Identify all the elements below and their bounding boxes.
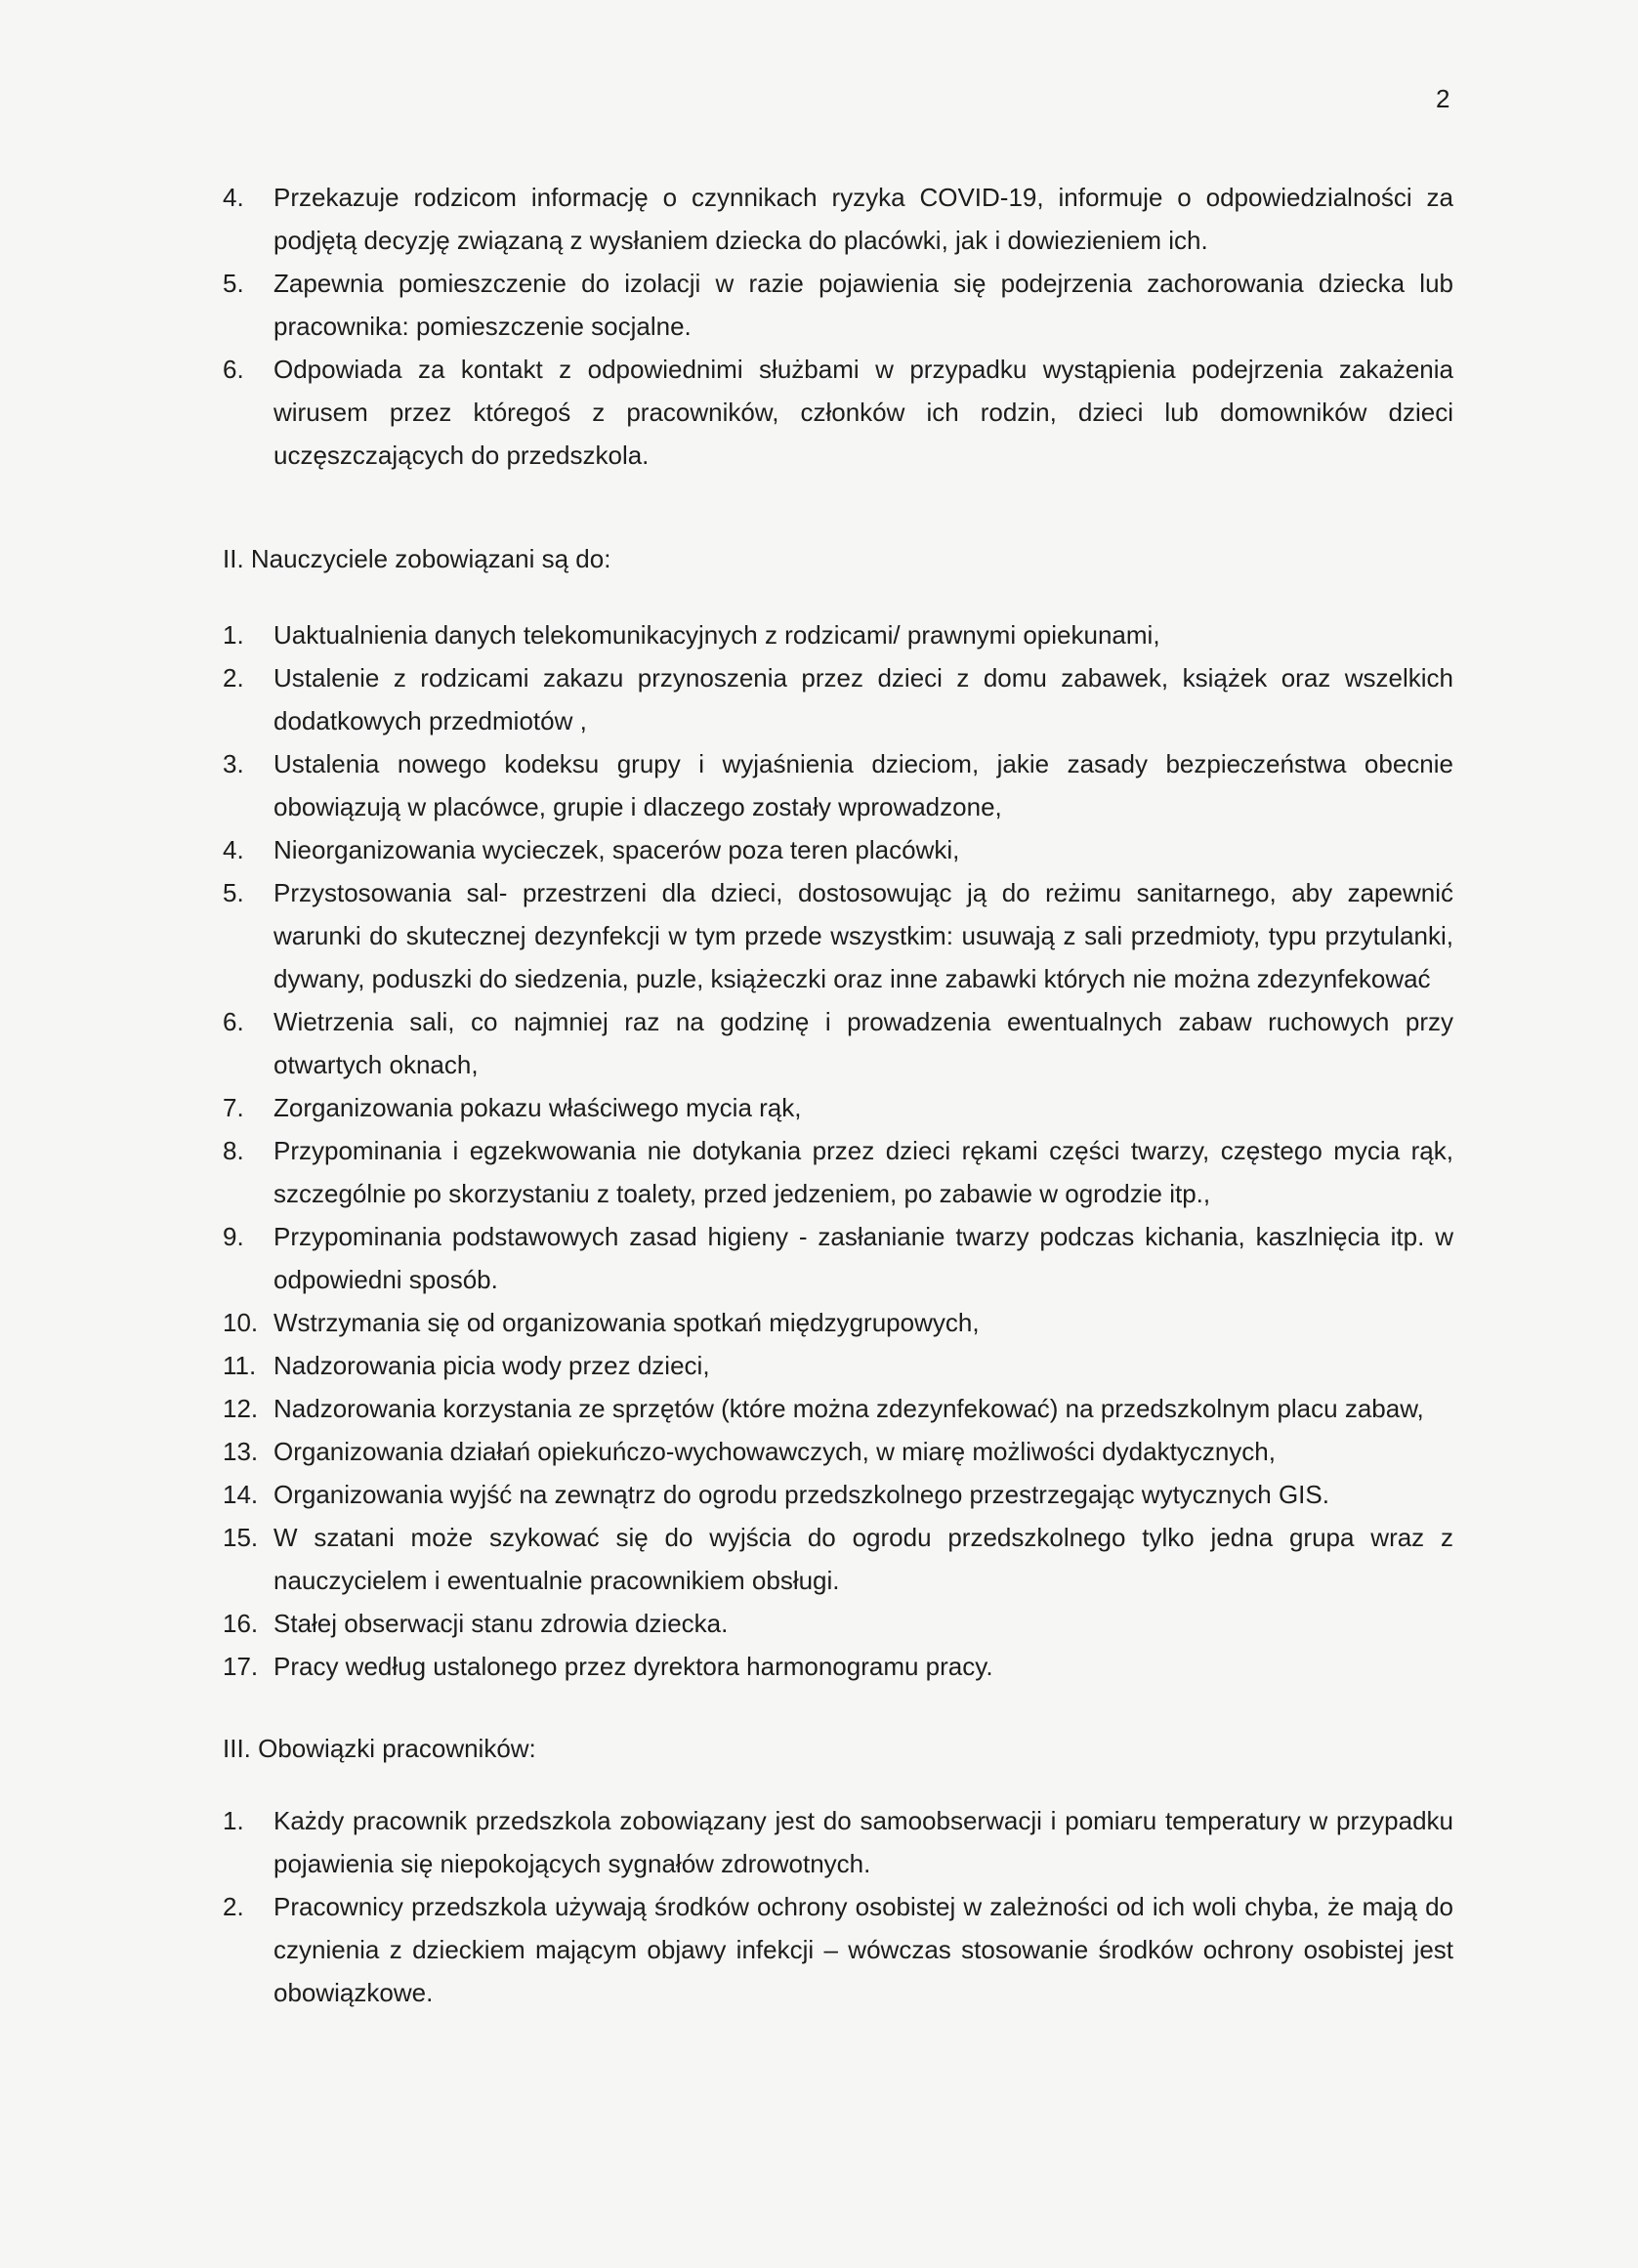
item-number: 5. [223, 878, 244, 907]
list-item [223, 742, 1453, 828]
list-item [223, 262, 1453, 348]
list-item [223, 1516, 1453, 1602]
list-item [223, 1387, 1453, 1430]
document-body [223, 176, 1453, 2014]
item-text: Odpowiada za kontakt z odpowiednimi służbami w przypadku wystąpienia podejrzenia zakażenia wirusem przez któregoś z pracowników, członków ich rodzin, dzieci lub domowników dzieci uczęszczających do przedszkola. [273, 355, 1453, 470]
item-text: Organizowania działań opiekuńczo-wychowawczych, w miarę możliwości dydaktycznych, [273, 1437, 1276, 1466]
list-item [223, 1473, 1453, 1516]
list-item [223, 656, 1453, 742]
list-item [223, 1000, 1453, 1086]
item-text: Zorganizowania pokazu właściwego mycia rąk, [273, 1093, 802, 1122]
item-text: Zapewnia pomieszczenie do izolacji w razie pojawienia się podejrzenia zachorowania dziecka lub pracownika: pomieszczenie socjalne. [273, 269, 1453, 341]
item-text: W szatani może szykować się do wyjścia do ogrodu przedszkolnego tylko jedna grupa wraz z nauczycielem i ewentualnie pracownikiem obsługi. [273, 1523, 1453, 1595]
list-item [223, 1885, 1453, 2014]
list-item [223, 1645, 1453, 1688]
item-number: 5. [223, 269, 244, 298]
item-number: 4. [223, 183, 244, 212]
item-number: 11. [223, 1351, 257, 1380]
list-item [223, 1301, 1453, 1344]
item-number: 14. [223, 1480, 259, 1509]
section3-heading: III. Obowiązki pracowników: [223, 1734, 536, 1763]
list-item [223, 1430, 1453, 1473]
item-text: Nieorganizowania wycieczek, spacerów poza teren placówki, [273, 835, 960, 864]
list-item [223, 1602, 1453, 1645]
item-number: 1. [223, 1806, 244, 1835]
item-number: 10. [223, 1308, 259, 1337]
item-number: 15. [223, 1523, 259, 1552]
list-item [223, 613, 1453, 656]
page-number: 2 [1436, 84, 1450, 113]
list-item [223, 1086, 1453, 1129]
list-item [223, 871, 1453, 1000]
list-item [223, 1215, 1453, 1301]
item-number: 8. [223, 1136, 244, 1165]
item-text: Pracownicy przedszkola używają środków ochrony osobistej w zależności od ich woli chyba, że mają do czynienia z dzieckiem mającym objawy infekcji – wówczas stosowanie środków ochrony osobistej jest obowiązkowe. [273, 1892, 1453, 2007]
item-text: Stałej obserwacji stanu zdrowia dziecka. [273, 1609, 729, 1638]
item-number: 17. [223, 1652, 259, 1681]
item-number: 9. [223, 1222, 244, 1251]
item-number: 6. [223, 355, 244, 384]
section2-list [223, 613, 1453, 1688]
item-text: Pracy według ustalonego przez dyrektora harmonogramu pracy. [273, 1652, 993, 1681]
item-number: 13. [223, 1437, 259, 1466]
item-number: 2. [223, 1892, 244, 1921]
item-text: Przypominania i egzekwowania nie dotykania przez dzieci rękami części twarzy, częstego mycia rąk, szczególnie po skorzystaniu z toalety, przed jedzeniem, po zabawie w ogrodzie itp., [273, 1136, 1453, 1208]
item-number: 3. [223, 749, 244, 778]
item-number: 6. [223, 1007, 244, 1036]
item-number: 1. [223, 620, 244, 650]
item-text: Wietrzenia sali, co najmniej raz na godzinę i prowadzenia ewentualnych zabaw ruchowych przy otwartych oknach, [273, 1007, 1453, 1079]
item-text: Każdy pracownik przedszkola zobowiązany jest do samoobserwacji i pomiaru temperatury w przypadku pojawienia się niepokojących sygnałów zdrowotnych. [273, 1806, 1453, 1878]
item-number: 16. [223, 1609, 259, 1638]
item-text: Wstrzymania się od organizowania spotkań międzygrupowych, [273, 1308, 980, 1337]
list-item [223, 1344, 1453, 1387]
list-item [223, 1799, 1453, 1885]
item-text: Organizowania wyjść na zewnątrz do ogrodu przedszkolnego przestrzegając wytycznych GIS. [273, 1480, 1329, 1509]
item-text: Ustalenia nowego kodeksu grupy i wyjaśnienia dzieciom, jakie zasady bezpieczeństwa obecnie obowiązują w placówce, grupie i dlaczego zostały wprowadzone, [273, 749, 1453, 821]
item-text: Ustalenie z rodzicami zakazu przynoszenia przez dzieci z domu zabawek, książek oraz wszelkich dodatkowych przedmiotów , [273, 663, 1453, 735]
item-number: 2. [223, 663, 244, 693]
list-item [223, 1129, 1453, 1215]
item-text: Uaktualnienia danych telekomunikacyjnych z rodzicami/ prawnymi opiekunami, [273, 620, 1160, 650]
item-text: Przystosowania sal- przestrzeni dla dzieci, dostosowując ją do reżimu sanitarnego, aby zapewnić warunki do skutecznej dezynfekcji w tym przede wszystkim: usuwają z sali przedmioty, typu przytulanki, dywany, poduszki do siedzenia, puzle, książeczki oraz inne zabawki których nie można zdezynfekować [273, 878, 1453, 993]
item-text: Nadzorowania korzystania ze sprzętów (które można zdezynfekować) na przedszkolnym placu zabaw, [273, 1394, 1424, 1423]
item-number: 12. [223, 1394, 259, 1423]
section2-heading: II. Nauczyciele zobowiązani są do: [223, 544, 611, 573]
item-number: 4. [223, 835, 244, 864]
section1-list [223, 176, 1453, 477]
list-item [223, 176, 1453, 262]
item-text: Nadzorowania picia wody przez dzieci, [273, 1351, 710, 1380]
list-item [223, 348, 1453, 477]
section3-list [223, 1799, 1453, 2014]
item-text: Przekazuje rodzicom informację o czynnikach ryzyka COVID-19, informuje o odpowiedzialności za podjętą decyzję związaną z wysłaniem dziecka do placówki, jak i dowiezieniem ich. [273, 183, 1453, 255]
item-number: 7. [223, 1093, 244, 1122]
item-text: Przypominania podstawowych zasad higieny - zasłanianie twarzy podczas kichania, kaszlnięcia itp. w odpowiedni sposób. [273, 1222, 1453, 1294]
list-item [223, 828, 1453, 871]
